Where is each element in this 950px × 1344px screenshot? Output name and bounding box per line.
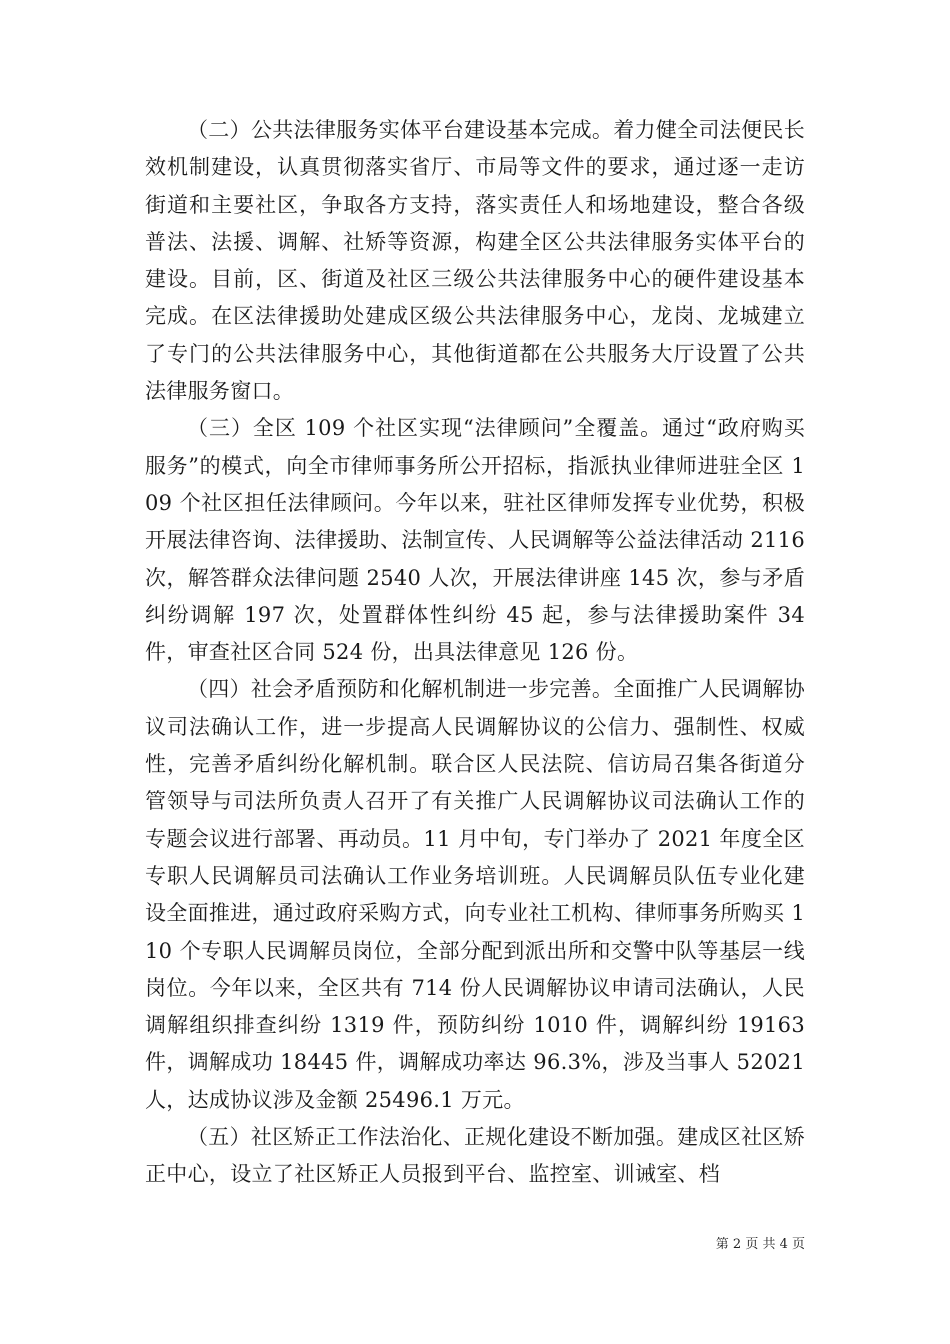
- paragraph-public-legal-service-platform: （二）公共法律服务实体平台建设基本完成。着力健全司法便民长效机制建设，认真贯彻落实省厅、市局等文件的要求，通过逐一走访街道和主要社区，争取各方支持，落实责任人和场地建设，整合各级普法、法援、调解、社矫等资源，构建全区公共法律服务实体平台的建设。目前，区、街道及社区三级公共法律服务中心的硬件建设基本完成。在区法律援助处建成区级公共法律服务中心，龙岗、龙城建立了专门的公共法律服务中心，其他街道都在公共服务大厅设置了公共法律服务窗口。: [145, 118, 805, 404]
- paragraph-community-correction: （五）社区矫正工作法治化、正规化建设不断加强。建成区社区矫正中心，设立了社区矫正人员报到平台、监控室、训诫室、档: [145, 1125, 805, 1187]
- paragraph-community-legal-advisor: （三）全区 109 个社区实现“法律顾问”全覆盖。通过“政府购买服务”的模式，向全市律师事务所公开招标，指派执业律师进驻全区 109 个社区担任法律顾问。今年以来，驻社区律师发挥专业优势，积极开展法律咨询、法律援助、法制宣传、人民调解等公益法律活动 2116 次，解答群众法律问题 2540 人次，开展法律讲座 145 次，参与矛盾纠纷调解 197 次，处置群体性纠纷 45 起，参与法律援助案件 34 件，审查社区合同 524 份，出具法律意见 126 份。: [145, 416, 805, 665]
- paragraph-dispute-mediation: （四）社会矛盾预防和化解机制进一步完善。全面推广人民调解协议司法确认工作，进一步提高人民调解协议的公信力、强制性、权威性，完善矛盾纠纷化解机制。联合区人民法院、信访局召集各街道分管领导与司法所负责人召开了有关推广人民调解协议司法确认工作的专题会议进行部署、再动员。11 月中旬，专门举办了 2021 年度全区专职人民调解员司法确认工作业务培训班。人民调解员队伍专业化建设全面推进，通过政府采购方式，向专业社工机构、律师事务所购买 110 个专职人民调解员岗位，全部分配到派出所和交警中队等基层一线岗位。今年以来，全区共有 714 份人民调解协议申请司法确认，人民调解组织排查纠纷 1319 件，预防纠纷 1010 件，调解纠纷 19163 件，调解成功 18445 件，调解成功率达 96.3%，涉及当事人 52021 人，达成协议涉及金额 25496.1 万元。: [145, 677, 805, 1112]
- page-number-footer: 第 2 页 共 4 页: [715, 1237, 805, 1252]
- document-body: [145, 112, 805, 1194]
